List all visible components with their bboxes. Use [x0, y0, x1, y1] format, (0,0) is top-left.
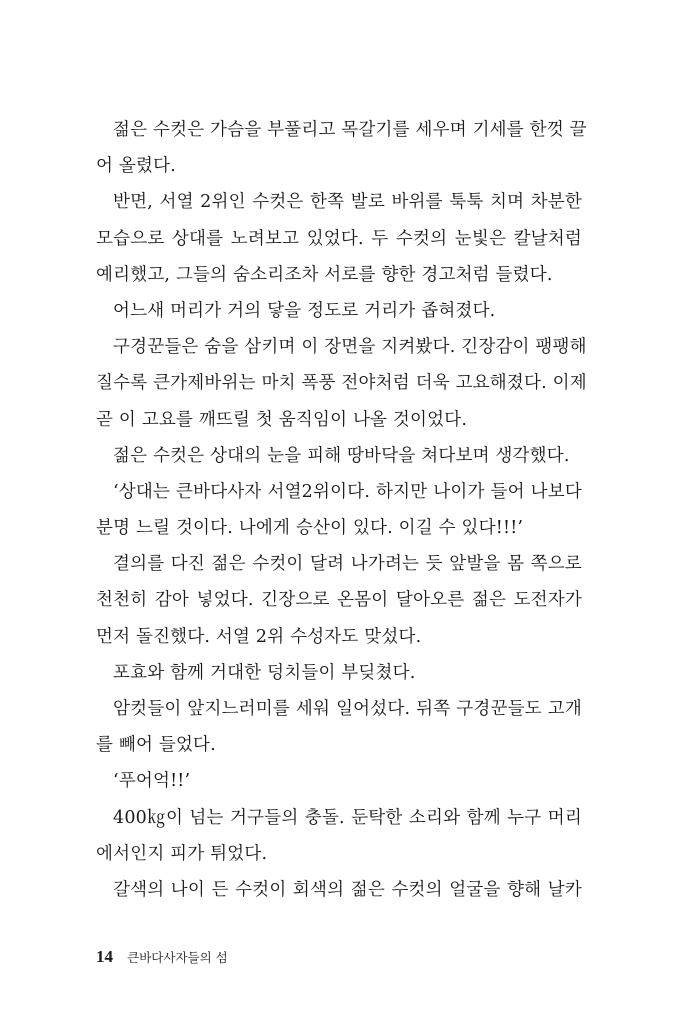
text-line: 젊은 수컷은 가슴을 부풀리고 목갈기를 세우며 기세를 한껏 끌 [113, 120, 587, 140]
text-line: 갈색의 나이 든 수컷이 회색의 젊은 수컷의 얼굴을 향해 날카 [113, 879, 582, 900]
text-line: 분명 느릴 것이다. 나에게 승산이 있다. 이길 수 있다!!!’ [96, 518, 524, 539]
text-line: 예리했고, 그들의 숨소리조차 서로를 향한 경고처럼 들렸다. [96, 264, 553, 285]
text-line: ‘상대는 큰바다사자 서열2위이다. 하지만 나이가 들어 나보다 [113, 481, 582, 502]
text-line: 젊은 수컷은 상대의 눈을 피해 땅바닥을 쳐다보며 생각했다. [113, 445, 570, 466]
text-line: 천천히 감아 넣었다. 긴장으로 온몸이 달아오른 젊은 도전자가 [96, 590, 582, 611]
text-line: ‘푸어억!!’ [113, 771, 191, 792]
text-line: 결의를 다진 젊은 수컷이 달려 나가려는 듯 앞발을 몸 쪽으로 [113, 554, 582, 575]
text-line: 먼저 돌진했다. 서열 2위 수성자도 맞섰다. [96, 626, 422, 647]
text-line: 암컷들이 앞지느러미를 세워 일어섰다. 뒤쪽 구경꾼들도 고개 [113, 699, 582, 719]
page-footer [96, 945, 228, 969]
text-line: 곧 이 고요를 깨뜨릴 첫 움직임이 나올 것이었다. [96, 409, 468, 430]
text-line: 400㎏이 넘는 거구들의 충돌. 둔탁한 소리와 함께 누구 머리 [113, 807, 582, 828]
text-line: 어 올렸다. [96, 156, 176, 177]
text-line: 포효와 함께 거대한 덩치들이 부딪쳤다. [113, 662, 416, 683]
running-head: 큰바다사자들의 섬 [127, 950, 228, 965]
text-line: 질수록 큰가제바위는 마치 폭풍 전야처럼 더욱 고요해졌다. 이제 [96, 373, 587, 394]
text-line: 반면, 서열 2위인 수컷은 한쪽 발로 바위를 툭툭 치며 차분한 [113, 192, 582, 213]
text-line: 를 빼어 들었다. [96, 735, 216, 756]
body-text [96, 112, 587, 908]
text-line: 구경꾼들은 숨을 삼키며 이 장면을 지켜봤다. 긴장감이 팽팽해 [113, 337, 587, 358]
text-line: 어느새 머리가 거의 닿을 정도로 거리가 좁혀졌다. [113, 300, 496, 321]
text-line: 에서인지 피가 튀었다. [96, 843, 268, 864]
page-number: 14 [96, 947, 113, 966]
text-line: 모습으로 상대를 노려보고 있었다. 두 수컷의 눈빛은 칼날처럼 [96, 228, 582, 249]
